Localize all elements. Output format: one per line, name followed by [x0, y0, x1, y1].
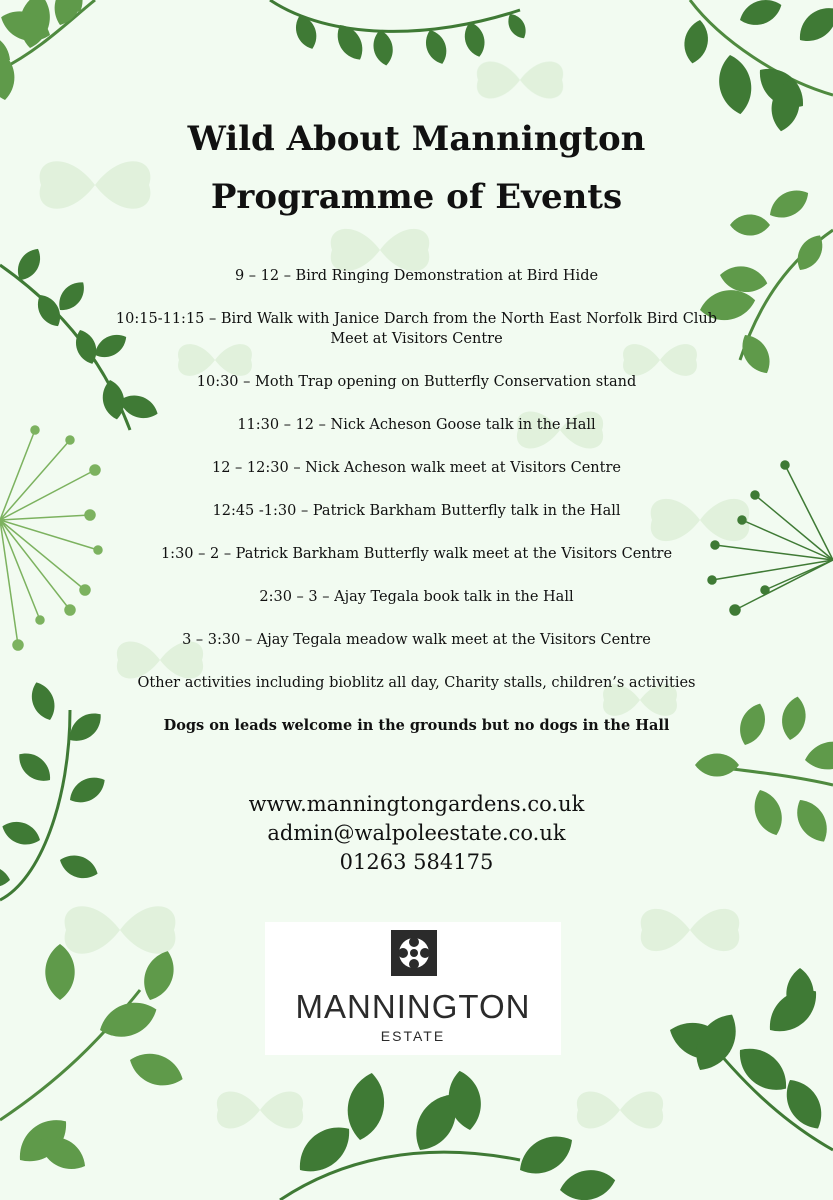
event-item: 2:30 – 3 – Ajay Tegala book talk in the Hall	[259, 589, 574, 605]
event-item: 11:30 – 12 – Nick Acheson Goose talk in the Hall	[237, 417, 596, 433]
event-item: 10:30 – Moth Trap opening on Butterfly Conservation stand	[196, 374, 637, 390]
logo-name: MANNINGTON	[295, 988, 531, 1025]
contact-block	[0, 790, 833, 877]
title-line-2: Programme of Events	[210, 177, 623, 217]
logo-subtitle: ESTATE	[380, 1028, 446, 1044]
page-title	[0, 110, 833, 226]
dogs-notice: Dogs on leads welcome in the grounds but no dogs in the Hall	[163, 717, 670, 734]
event-item: 9 – 12 – Bird Ringing Demonstration at Bird Hide	[234, 268, 599, 284]
event-item: 1:30 – 2 – Patrick Barkham Butterfly walk meet at the Visitors Centre	[160, 546, 673, 562]
events-list	[60, 266, 773, 759]
phone-number: 01263 584175	[339, 850, 494, 874]
event-item: 12:45 -1:30 – Patrick Barkham Butterfly talk in the Hall	[212, 503, 621, 519]
estate-logo	[265, 922, 561, 1055]
email-link[interactable]: admin@walpoleestate.co.uk	[267, 821, 566, 845]
website-link[interactable]: www.manningtongardens.co.uk	[248, 792, 585, 816]
estate-crest-icon	[391, 930, 437, 976]
event-item: 3 – 3:30 – Ajay Tegala meadow walk meet at the Visitors Centre	[182, 632, 651, 648]
event-item: 10:15-11:15 – Bird Walk with Janice Darch from the North East Norfolk Bird Club Meet at Visitors Centre	[115, 311, 718, 347]
title-line-1: Wild About Mannington	[187, 119, 646, 159]
event-item: Other activities including bioblitz all day, Charity stalls, children’s activities	[137, 675, 696, 691]
event-item: 12 – 12:30 – Nick Acheson walk meet at Visitors Centre	[212, 460, 621, 476]
